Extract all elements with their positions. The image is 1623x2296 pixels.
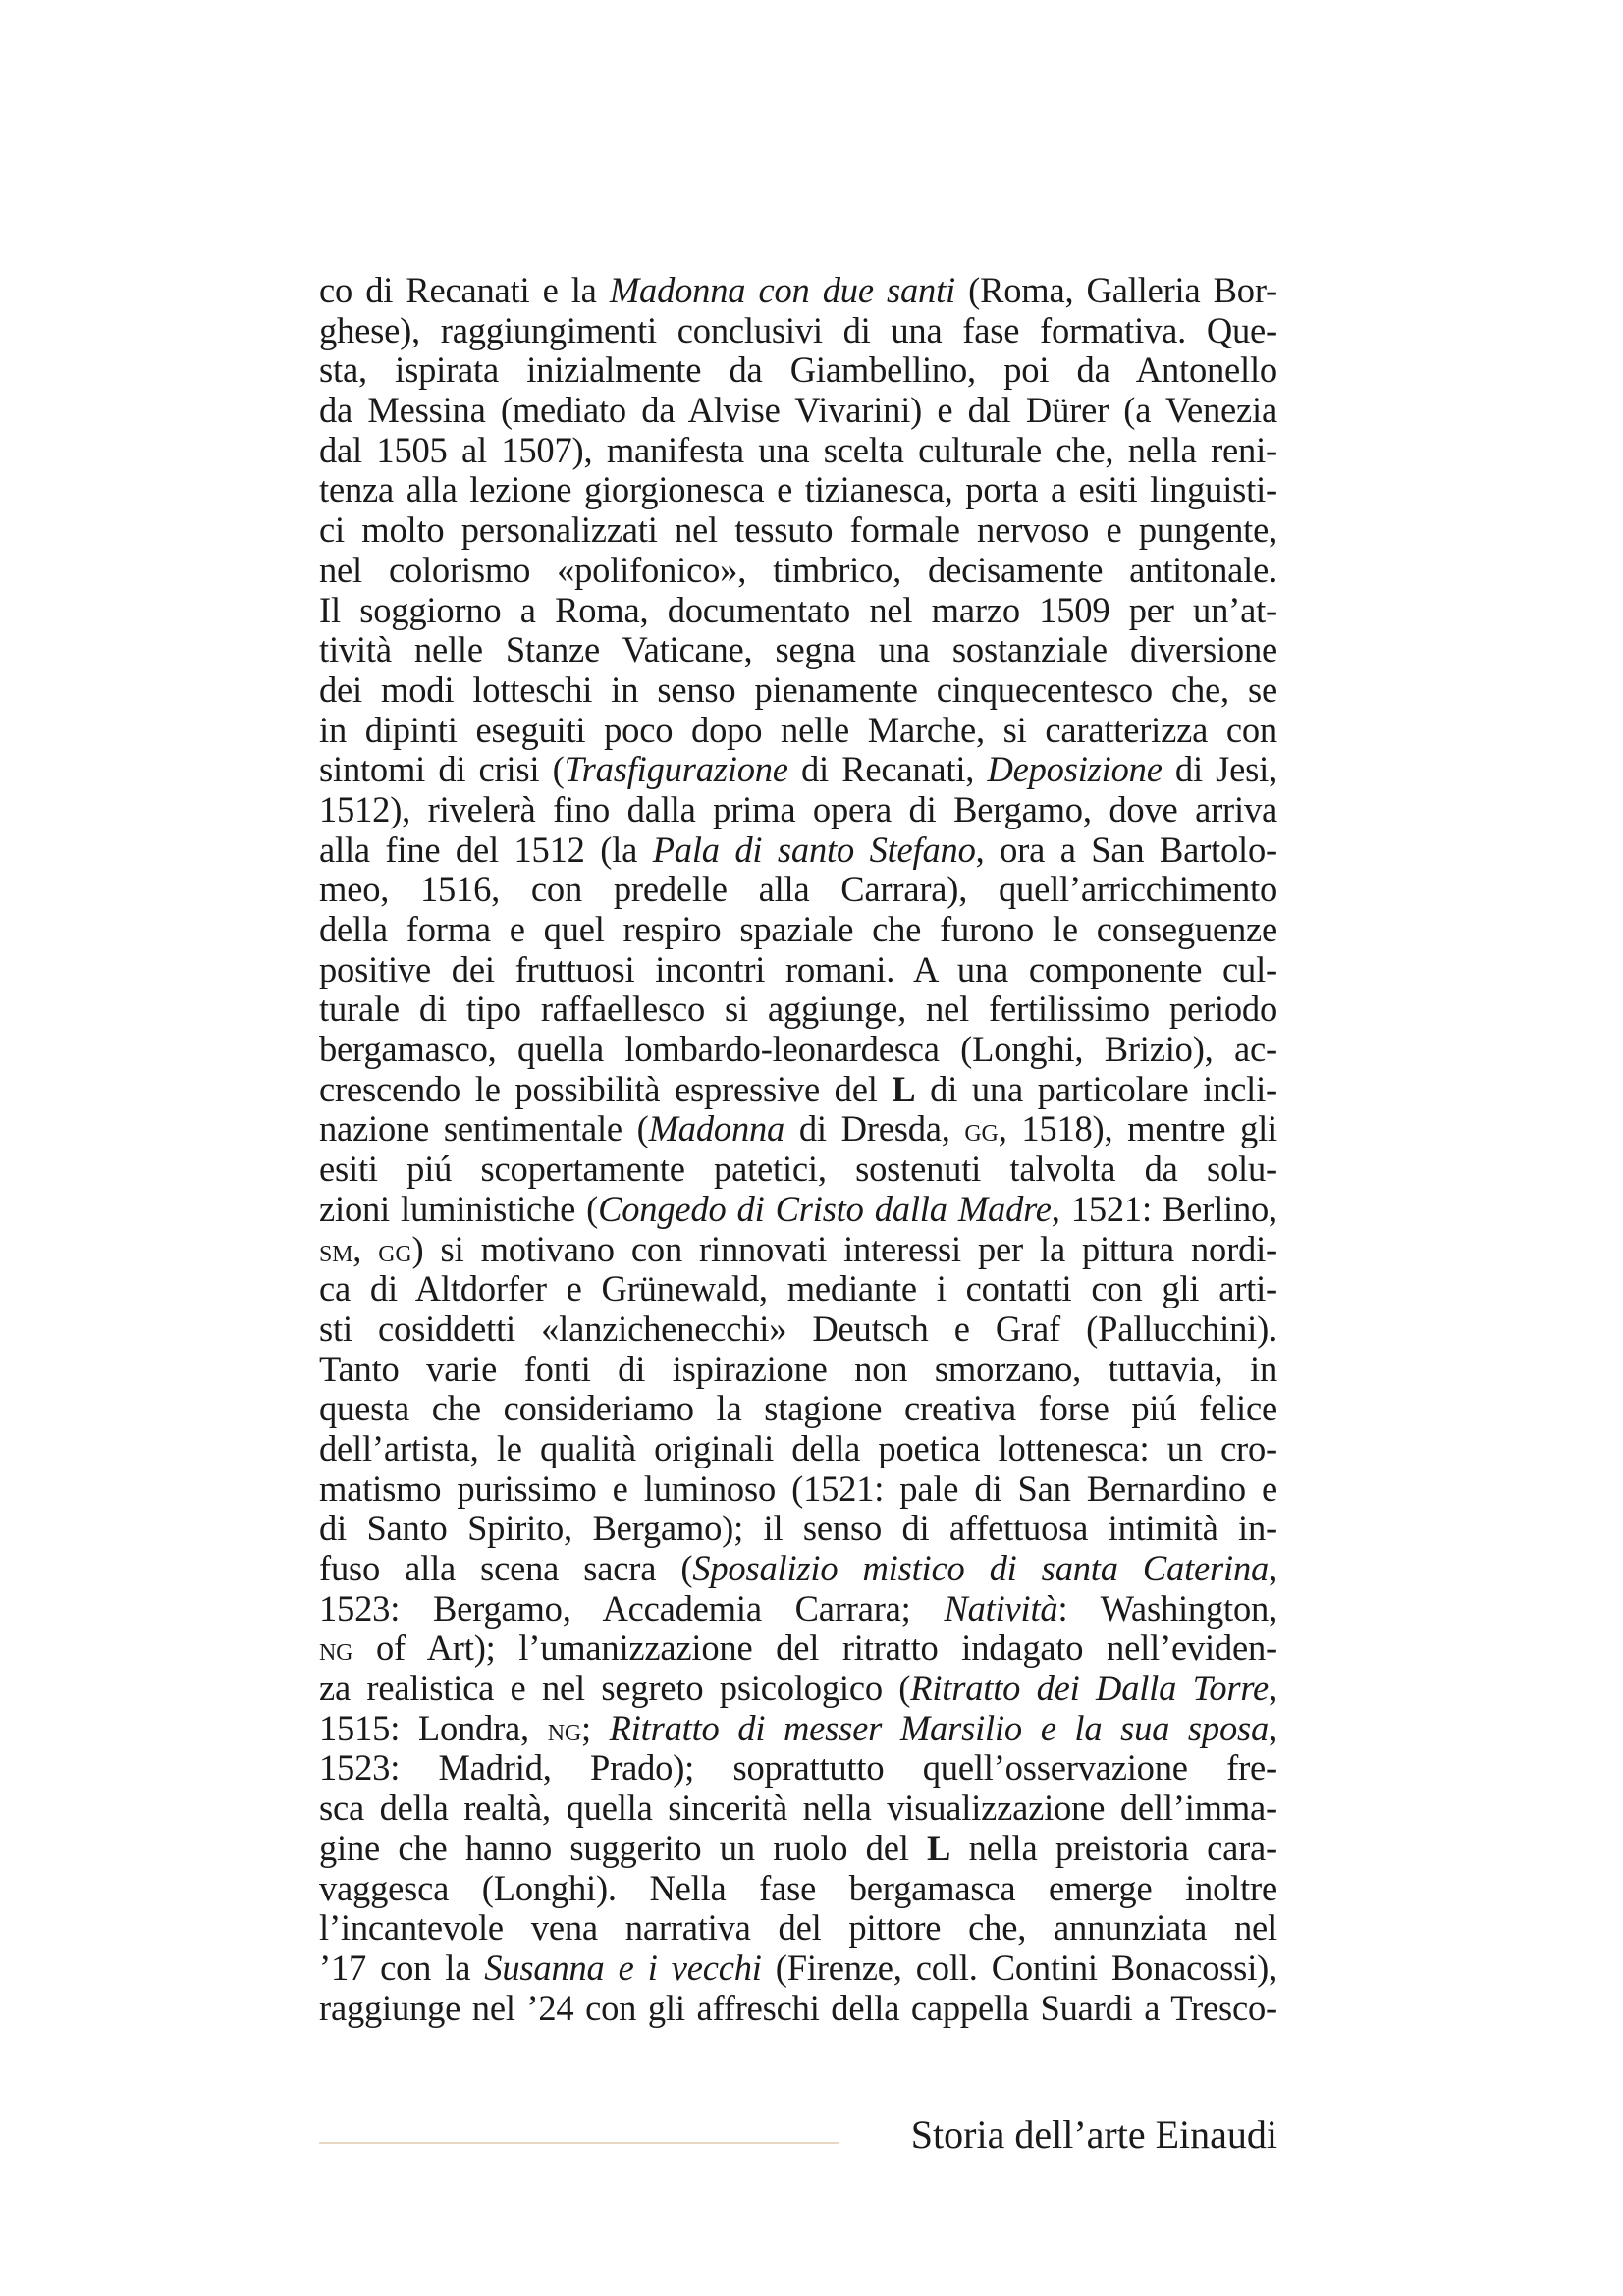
italic-title: Pala di santo Stefano [652,828,976,870]
text-run: di Santo Spirito, Bergamo); il senso di affettuosa intimità in- [319,1508,1277,1549]
text-line [319,1230,1277,1270]
text-run: (Roma, Galleria Bor- [954,270,1278,310]
text-run: da Messina (mediato da Alvise Vivarini) e dal Dürer (a Venezia [319,390,1277,431]
italic-title: Ritratto di messer Marsilio e la sua sposa [609,1707,1270,1748]
italic-title: Susanna e i vecchi [484,1947,762,1988]
text-line [319,1589,1277,1629]
text-line [319,1509,1277,1549]
smallcaps-abbrev: ng [547,1711,581,1748]
text-run: dell’artista, le qualità originali della poetica lottenesca: un cro- [319,1427,1277,1468]
text-run: co di Recanati e la [319,270,610,310]
text-line [319,1829,1277,1869]
body-text [319,271,1277,2028]
text-line [319,591,1277,631]
text-run: dei modi lotteschi in senso pienamente cinquecentesco che, se [319,668,1277,710]
text-run: di Jesi, [1162,749,1277,790]
text-line [319,1748,1277,1789]
text-run: positive dei fruttuosi incontri romani. A una componente cul- [319,948,1277,989]
text-line [319,350,1277,391]
text-run: esiti piú scopertamente patetici, sostenuti talvolta da solu- [319,1148,1277,1190]
text-line [319,790,1277,830]
text-run: di Recanati, [787,749,988,790]
italic-title: Congedo di Cristo dalla Madre [598,1188,1052,1229]
text-run: raggiunge nel ’24 con gli affreschi della cappella Suardi a Tresco- [319,1987,1277,2028]
smallcaps-abbrev: gg [378,1232,412,1269]
text-line [319,1269,1277,1309]
text-run: meo, 1516, con predelle alla Carrara), quell’arricchimento [319,869,1277,910]
text-run: of Art); l’umanizzazione del ritratto indagato nell’eviden- [352,1628,1277,1669]
text-line [319,950,1277,990]
text-run: dal 1505 al 1507), manifesta una scelta culturale che, nella reni- [319,429,1277,470]
text-run: matismo purissimo e luminoso (1521: pale di San Bernardino e [319,1468,1277,1509]
text-line [319,1869,1277,1909]
text-line [319,1190,1277,1230]
italic-title: Ritratto dei Dalla Torre [910,1668,1270,1709]
text-run: questa che consideriamo la stagione creativa forse piú felice [319,1388,1277,1429]
text-run: in dipinti eseguiti poco dopo nelle Marche, si caratterizza con [319,709,1277,750]
text-line [319,431,1277,471]
text-run: sintomi di crisi ( [319,749,565,790]
text-run: tenza alla lezione giorgionesca e tizianesca, porta a esiti linguisti- [319,469,1277,510]
text-line [319,1629,1277,1669]
text-run: ca di Altdorfer e Grünewald, mediante i contatti con gli arti- [319,1268,1277,1309]
text-line [319,1149,1277,1190]
text-run: ’17 con la [319,1947,485,1988]
text-run: 1523: Madrid, Prado); soprattutto quell’osservazione fre- [319,1747,1277,1789]
text-run: nel colorismo «polifonico», timbrico, decisamente antitonale. [319,549,1277,590]
text-run: nella preistoria cara- [950,1827,1277,1868]
text-run: zioni luministiche ( [319,1188,599,1229]
text-line [319,1350,1277,1390]
text-run: ghese), raggiungimenti conclusivi di una fase formativa. Que- [319,309,1277,350]
text-run: fuso alla scena sacra ( [319,1548,693,1588]
bold-abbrev: L [892,1068,916,1109]
text-line [319,630,1277,670]
text-run: ) si motivano con rinnovati interessi per la pittura nordi- [411,1228,1277,1269]
text-line [319,1709,1277,1749]
text-run: Il soggiorno a Roma, documentato nel marzo 1509 per un’at- [319,589,1277,630]
text-run: , [1269,1668,1277,1709]
text-run: ; [580,1707,610,1748]
text-run: vaggesca (Longhi). Nella fase bergamasca emerge inoltre [319,1867,1277,1908]
italic-title: Madonna con due santi [609,270,955,310]
text-line [319,750,1277,790]
text-run: 1512), rivelerà fino dalla prima opera di Bergamo, dove arriva [319,788,1277,829]
text-line [319,551,1277,591]
bold-abbrev: L [927,1827,951,1868]
text-run: 1523: Bergamo, Accademia Carrara; [319,1587,945,1629]
text-line [319,271,1277,311]
text-run: : Washington, [1057,1587,1277,1629]
text-run: sti cosiddetti «lanzichenecchi» Deutsch e Graf (Pallucchini). [319,1308,1277,1349]
text-run: l’incantevole vena narrativa del pittore che, annunziata nel [319,1907,1277,1949]
text-line [319,1989,1277,2029]
text-run: crescendo le possibilità espressive del [319,1068,893,1109]
text-run: , ora a San Bartolo- [975,828,1277,870]
footer-rule [319,2142,839,2144]
text-run: tività nelle Stanze Vaticane, segna una sostanziale diversione [319,629,1277,670]
text-line [319,470,1277,510]
text-run: Tanto varie fonti di ispirazione non smorzano, tuttavia, in [319,1348,1277,1389]
text-line [319,1109,1277,1149]
text-run: sta, ispirata inizialmente da Giambellino, poi da Antonello [319,349,1277,391]
text-run: di Dresda, [784,1108,965,1149]
text-line [319,1389,1277,1429]
text-line [319,1469,1277,1510]
text-line [319,989,1277,1030]
text-run: , [1269,1707,1277,1748]
text-line [319,870,1277,910]
text-line [319,711,1277,751]
text-run: , [352,1228,379,1269]
text-run: nazione sentimentale ( [319,1108,649,1149]
text-line [319,910,1277,950]
text-line [319,1030,1277,1070]
text-line [319,1789,1277,1829]
text-line [319,830,1277,871]
text-run: gine che hanno suggerito un ruolo del [319,1827,928,1868]
text-line [319,1309,1277,1350]
italic-title: Madonna [648,1108,785,1149]
smallcaps-abbrev: gg [964,1112,999,1149]
footer-title: Storia dell’arte Einaudi [910,2112,1277,2157]
text-run: ci molto personalizzati nel tessuto formale nervoso e pungente, [319,509,1277,551]
smallcaps-abbrev: ng [319,1631,353,1669]
text-run: della forma e quel respiro spaziale che furono le conseguenze [319,909,1277,949]
text-line [319,1070,1277,1110]
text-line [319,391,1277,431]
text-run: za realistica e nel segreto psicologico ( [319,1668,911,1709]
text-line [319,1908,1277,1949]
text-run: turale di tipo raffaellesco si aggiunge, nel fertilissimo periodo [319,988,1277,1030]
text-run: 1515: Londra, [319,1707,548,1748]
italic-title: Natività [944,1587,1058,1629]
text-run: alla fine del 1512 (la [319,828,653,870]
text-line [319,1669,1277,1709]
text-run: di una particolare incli- [915,1068,1277,1109]
text-run: sca della realtà, quella sincerità nella visualizzazione dell’imma- [319,1788,1277,1829]
italic-title: Deposizione [987,749,1163,790]
text-run: (Firenze, coll. Contini Bonacossi), [761,1947,1278,1988]
page-footer [319,2110,1277,2160]
italic-title: Sposalizio mistico di santa Caterina [692,1548,1270,1588]
text-run: , [1269,1548,1277,1588]
smallcaps-abbrev: sm [319,1232,353,1269]
text-line [319,1549,1277,1589]
text-line [319,510,1277,551]
text-line [319,1429,1277,1469]
text-line [319,670,1277,711]
text-run: , 1518), mentre gli [998,1108,1277,1149]
text-line [319,311,1277,351]
italic-title: Trasfigurazione [564,749,788,790]
text-run: , 1521: Berlino, [1051,1188,1277,1229]
text-run: bergamasco, quella lombardo-leonardesca (Longhi, Brizio), ac- [319,1029,1277,1070]
text-line [319,1949,1277,1989]
